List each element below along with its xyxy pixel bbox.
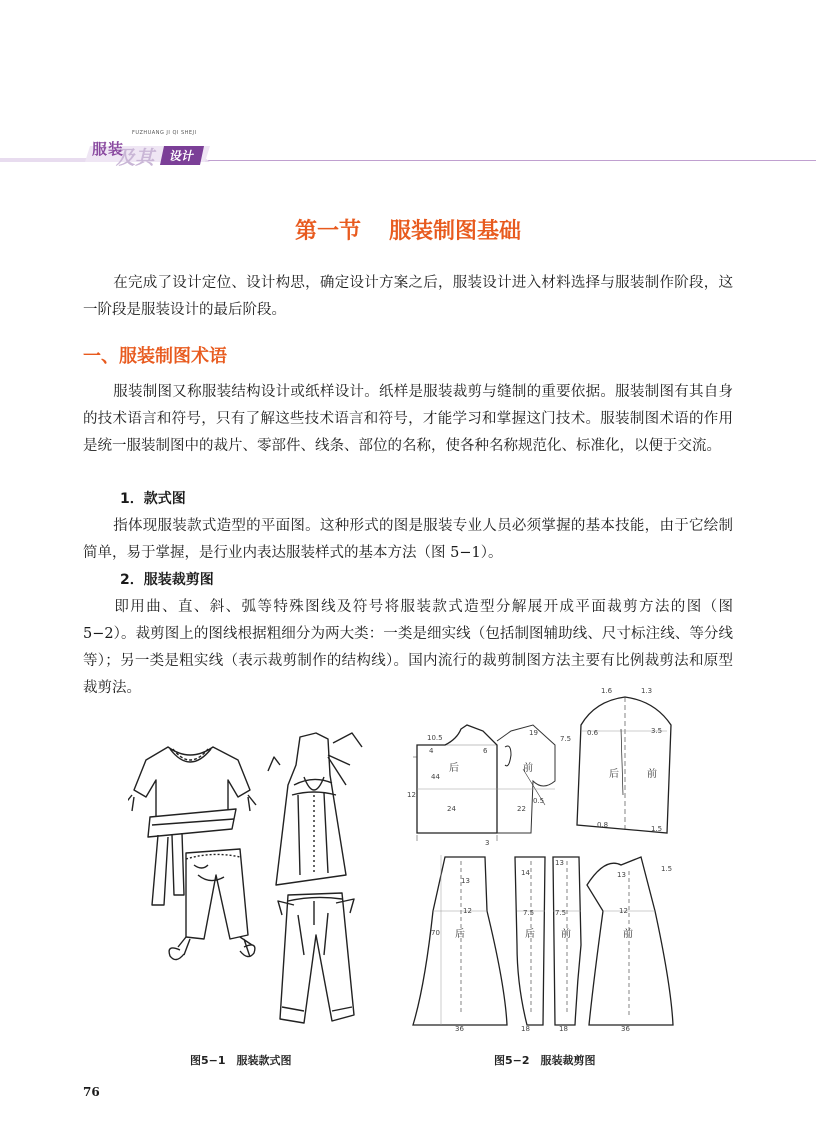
label-back-sleeve: 后 [609, 769, 619, 780]
item-1-heading: 1．款式图 [120, 491, 186, 507]
label-1-5b: 1.5 [661, 865, 673, 873]
label-7-5: 7.5 [560, 735, 572, 743]
intro-paragraph [83, 270, 733, 324]
label-1-6: 1.6 [601, 687, 613, 695]
section-name: 服装制图基础 [389, 219, 522, 244]
label-1-5: 1.5 [651, 825, 663, 833]
label-back-bodice: 后 [449, 763, 459, 774]
label-36: 36 [455, 1025, 464, 1033]
label-front-pants-1: 前 [561, 929, 571, 940]
label-4: 4 [429, 747, 434, 755]
label-0-8: 0.8 [597, 821, 609, 829]
figure-5-2-caption: 图5−2 服装裁剪图 [494, 1054, 596, 1067]
section-title [0, 214, 816, 245]
label-13b: 13 [555, 859, 564, 867]
label-3: 3 [485, 839, 490, 847]
label-22: 22 [517, 805, 526, 813]
header-brand-main: 服装 [92, 140, 125, 158]
header-brand-watermark: 及其 [116, 147, 155, 169]
label-7-5c: 7.5 [555, 909, 567, 917]
label-70: 70 [431, 929, 440, 937]
label-front-bodice: 前 [523, 763, 533, 774]
label-0-5: 0.5 [533, 797, 545, 805]
running-header [0, 60, 816, 169]
label-13c: 13 [617, 871, 626, 879]
label-36b: 36 [621, 1025, 630, 1033]
figure-5-1-fashion-sketch [128, 725, 378, 1045]
figure-5-2-pattern-draft [405, 685, 680, 1040]
section-number: 第一节 [294, 219, 361, 244]
label-6: 6 [483, 747, 488, 755]
label-front-pants-2: 前 [623, 929, 633, 940]
intro-text: 在完成了设计定位、设计构思，确定设计方案之后，服装设计进入材料选择与服装制作阶段，这一阶段是服装设计的最后阶段。 [83, 275, 733, 318]
label-front-sleeve: 前 [647, 769, 657, 780]
subsection-heading: 一、服装制图术语 [83, 346, 227, 367]
page-number: 76 [83, 1085, 100, 1099]
header-rule [205, 160, 816, 161]
label-18b: 18 [559, 1025, 568, 1033]
label-13: 13 [461, 877, 470, 885]
label-19: 19 [529, 729, 538, 737]
label-24: 24 [447, 805, 456, 813]
paragraph-1 [83, 379, 733, 460]
label-7-5b: 7.5 [523, 909, 535, 917]
label-1-3: 1.3 [641, 687, 653, 695]
header-brand-tag: 设计 [160, 146, 204, 165]
label-back-pants-2: 后 [525, 929, 535, 940]
label-12: 12 [407, 791, 416, 799]
paragraph-1-text: 服装制图又称服装结构设计或纸样设计。纸样是服装裁剪与缝制的重要依据。服装制图有其自身的技术语言和符号，只有了解这些技术语言和符号，才能学习和掌握这门技术。服装制图术语的作用是统一服装制图中的裁片、零部件、线条、部位的名称，使各种名称规范化、标准化，以便于交流。 [83, 384, 733, 454]
item-2-heading: 2．服装裁剪图 [120, 572, 214, 588]
item-1-text: 指体现服装款式造型的平面图。这种形式的图是服装专业人员必须掌握的基本技能，由于它绘制简单，易于掌握，是行业内表达服装样式的基本方法（图 5−1）。 [83, 518, 733, 561]
label-12c: 12 [619, 907, 628, 915]
item-1-paragraph [83, 513, 733, 567]
label-12b: 12 [463, 907, 472, 915]
label-18: 18 [521, 1025, 530, 1033]
label-10-5: 10.5 [427, 734, 443, 742]
label-3-5: 3.5 [651, 727, 663, 735]
item-2-text: 即用曲、直、斜、弧等特殊图线及符号将服装款式造型分解展开成平面裁剪方法的图（图 5−2）。裁剪图上的图线根据粗细分为两大类：一类是细实线（包括制图辅助线、尺寸标注线、等分线等）；另一类是粗实线（表示裁剪制作的结构线）。国内流行的裁剪制图方法主要有比例裁剪法和原型裁剪法。 [83, 599, 733, 696]
label-0-6: 0.6 [587, 729, 599, 737]
figure-5-1-caption: 图5−1 服装款式图 [190, 1054, 292, 1067]
label-back-pants-1: 后 [455, 929, 465, 940]
header-pinyin: FUZHUANG JI QI SHEJI [132, 130, 197, 136]
label-14: 14 [521, 869, 530, 877]
label-44: 44 [431, 773, 440, 781]
